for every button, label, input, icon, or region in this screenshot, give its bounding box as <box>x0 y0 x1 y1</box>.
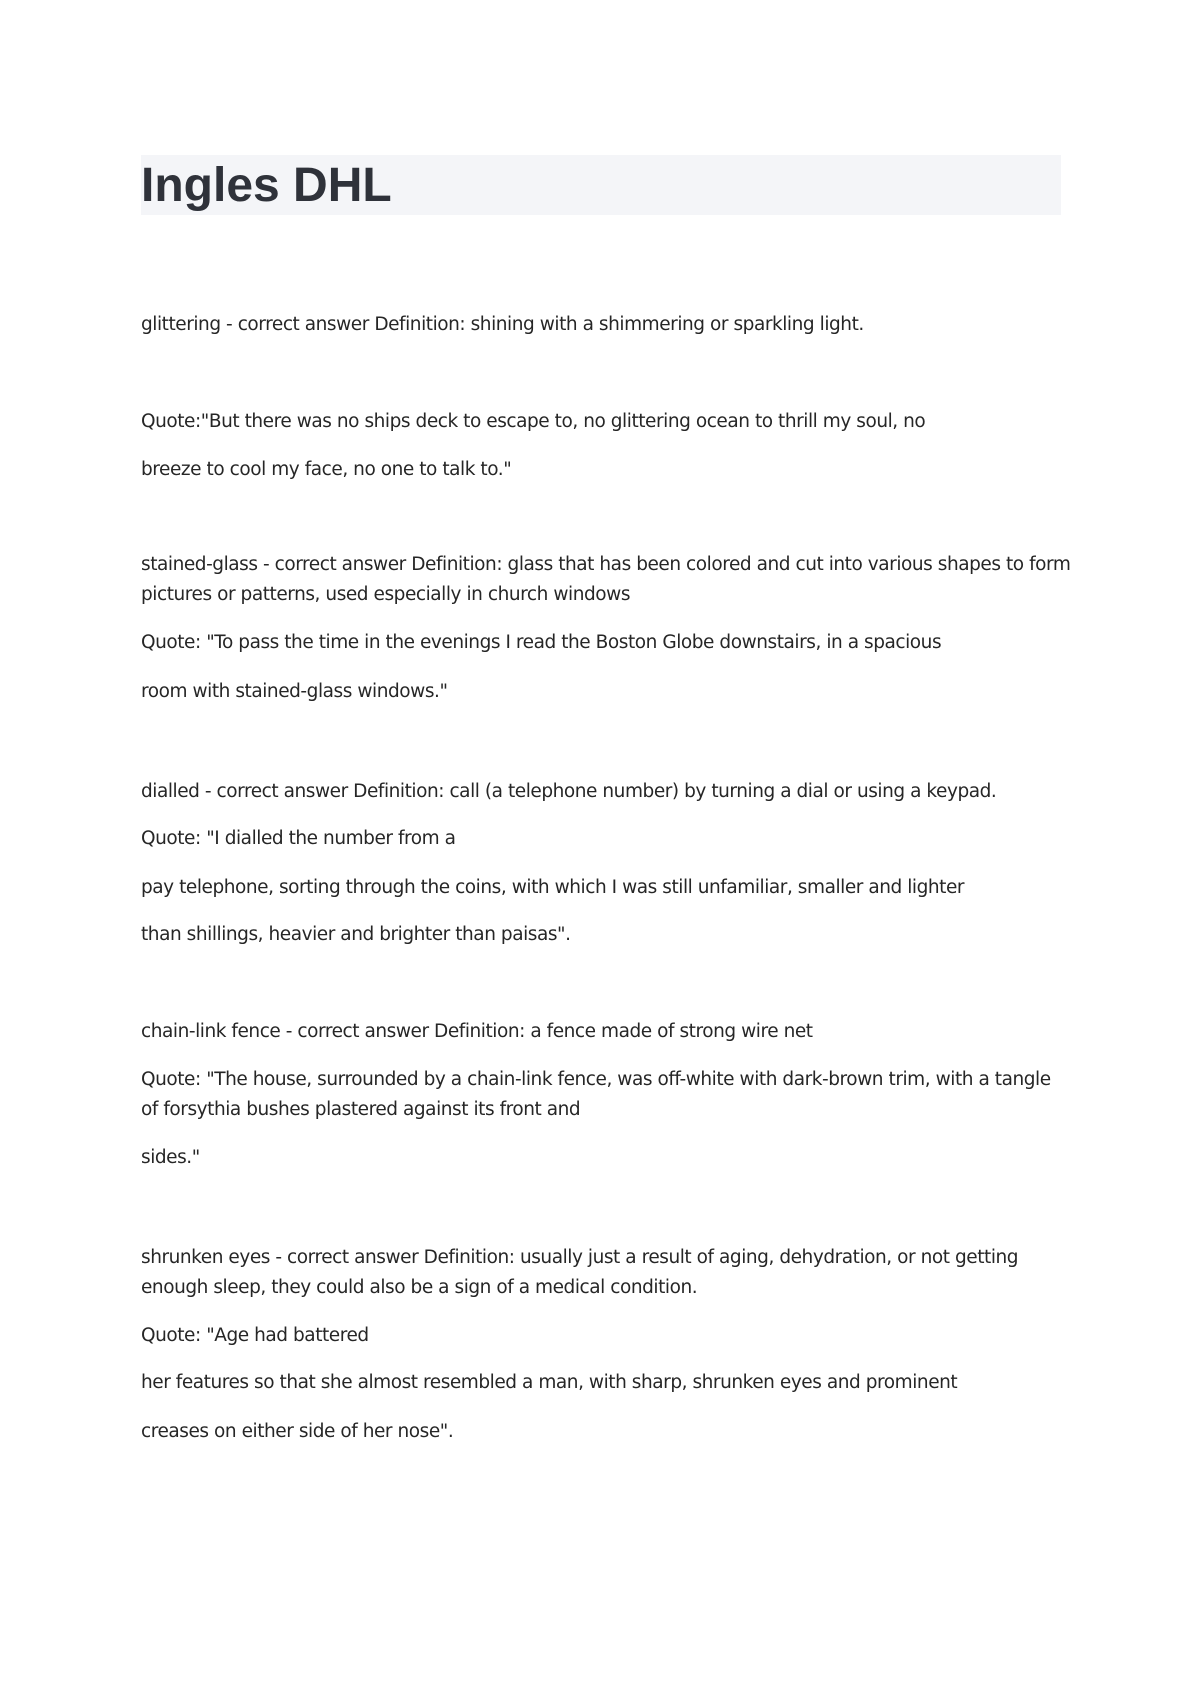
entry-dialled <box>141 777 1071 950</box>
document-title: Ingles DHL <box>141 159 392 212</box>
entry-chain-link-fence <box>141 1017 1071 1173</box>
entry-line: than shillings, heavier and brighter than paisas". <box>141 924 571 945</box>
entry-line: Quote: "I dialled the number from a <box>141 828 456 849</box>
entry-shrunken-eyes <box>141 1243 1071 1447</box>
entry-line: glittering - correct answer Definition: shining with a shimmering or sparkling light. <box>141 314 864 335</box>
entry-line: stained-glass - correct answer Definition: glass that has been colored and cut into various shapes to form pictures or patterns, used especially in church windows <box>141 554 1071 605</box>
entry-line: Quote: "Age had battered <box>141 1325 369 1346</box>
entry-line: room with stained-glass windows." <box>141 681 448 702</box>
entry-line: creases on either side of her nose". <box>141 1421 454 1442</box>
entry-line: dialled - correct answer Definition: call (a telephone number) by turning a dial or using a keypad. <box>141 781 997 802</box>
entry-glittering-quote <box>141 407 1071 485</box>
entry-line: chain-link fence - correct answer Definition: a fence made of strong wire net <box>141 1021 813 1042</box>
entry-line: breeze to cool my face, no one to talk to." <box>141 459 512 480</box>
entry-glittering-definition <box>141 310 1071 340</box>
entry-line: sides." <box>141 1147 200 1168</box>
entry-line: Quote: "To pass the time in the evenings I read the Boston Globe downstairs, in a spacious <box>141 632 942 653</box>
entry-line: pay telephone, sorting through the coins, with which I was still unfamiliar, smaller and lighter <box>141 877 965 898</box>
entry-line: Quote: "The house, surrounded by a chain-link fence, was off-white with dark-brown trim, with a tangle of forsythia bushes plastered against its front and <box>141 1069 1051 1120</box>
entry-line: shrunken eyes - correct answer Definition: usually just a result of aging, dehydration, or not getting enough sleep, they could also be a sign of a medical condition. <box>141 1247 1019 1298</box>
entry-line: her features so that she almost resembled a man, with sharp, shrunken eyes and prominent <box>141 1372 958 1393</box>
entry-stained-glass <box>141 550 1071 707</box>
entry-line: Quote:"But there was no ships deck to escape to, no glittering ocean to thrill my soul, no <box>141 411 926 432</box>
